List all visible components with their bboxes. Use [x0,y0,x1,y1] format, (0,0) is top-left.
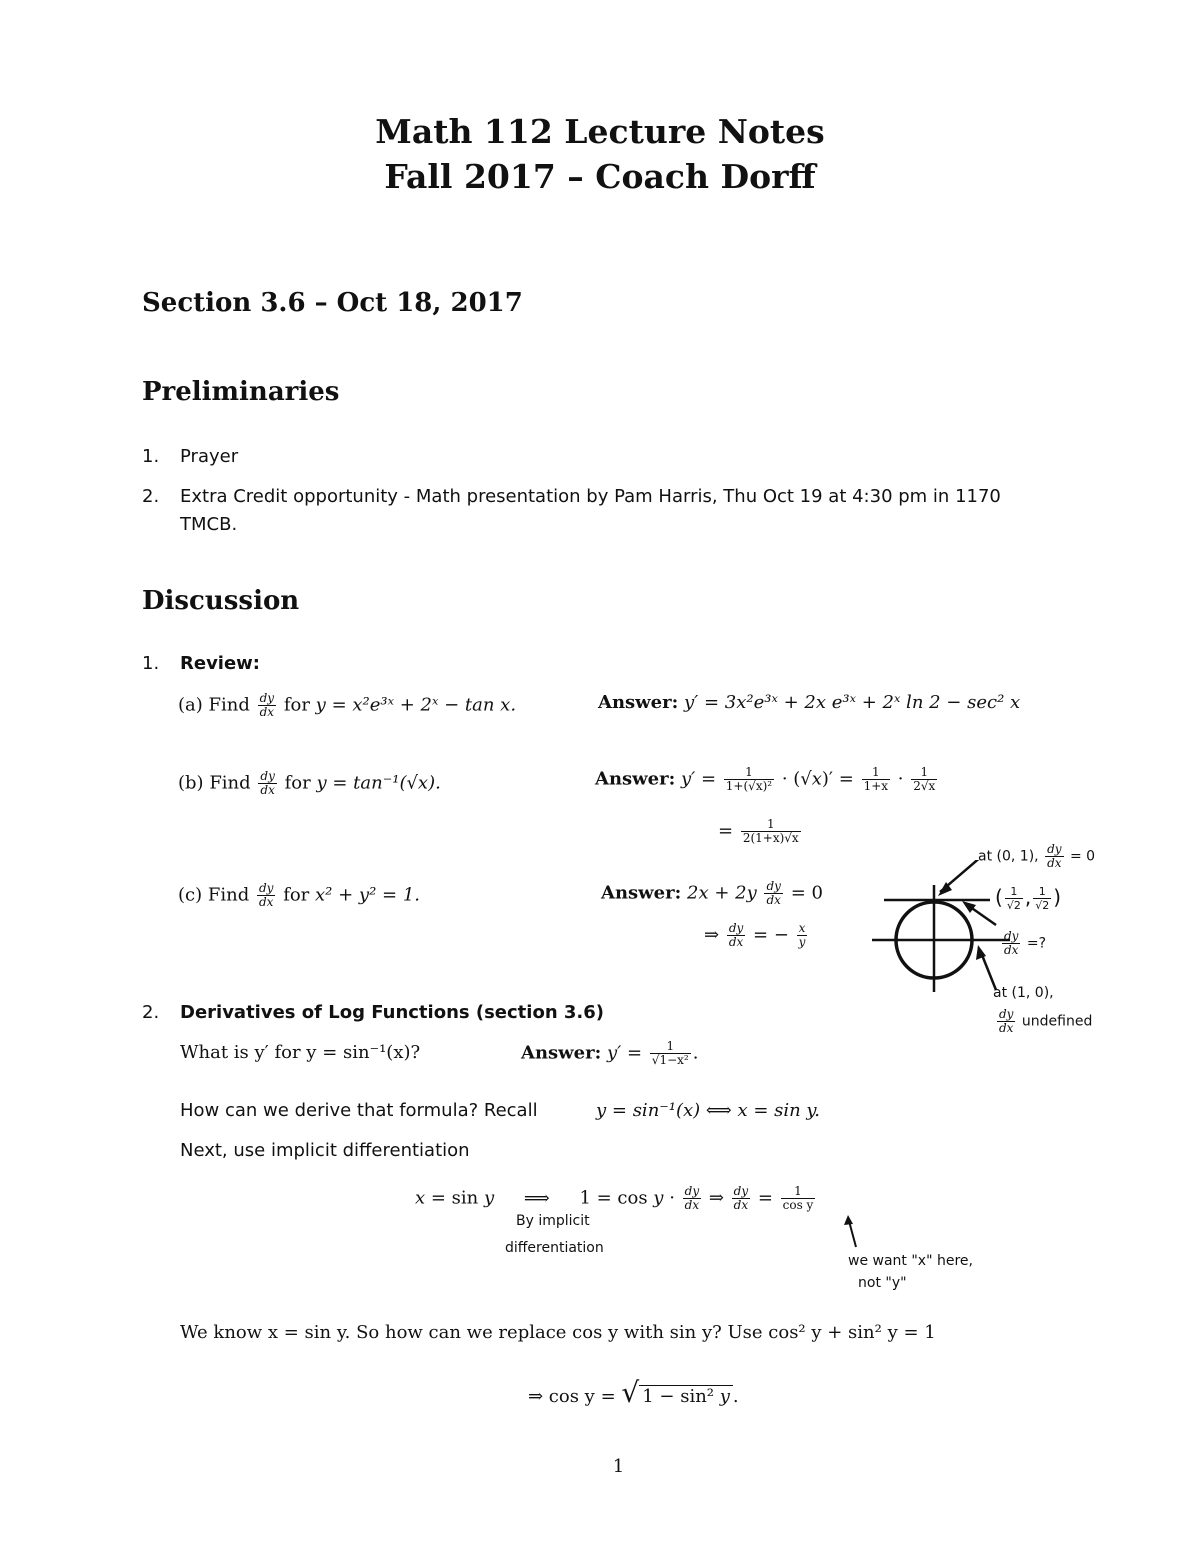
arrow-head [976,945,986,960]
preliminaries-heading: Preliminaries [142,377,340,407]
final-equation: ⇒ cos y = √ 1 − sin² y . [528,1376,739,1409]
problem-a: (a) Find $\frac{dy}{dx}$ for y = x²e³ˣ + 2ˣ − tan x. [178,691,517,719]
list-number: 1. [142,446,160,467]
derive-question: How can we derive that formula? Recall [180,1100,538,1121]
annotation-point: ( $\frac{1}{√2}$ , $\frac{1}{√2}$ ) [995,885,1062,912]
derivatives-log-label: Derivatives of Log Functions (section 3.6) [180,1002,605,1023]
list-number: 2. [142,1002,160,1023]
answer-arcsin: Answer: y′ = $\frac{1}{\text{√1−x²}}$ . [521,1039,699,1067]
title-line2: Fall 2017 – Coach Dorff [384,157,816,196]
arrow-line [849,1221,856,1247]
arrow-head [962,901,976,913]
section-heading: Section 3.6 – Oct 18, 2017 [142,288,523,318]
annotation-undefined: $\frac{dy}{dx}$ undefined [999,1007,1093,1035]
prelim-item-extra-credit: Extra Credit opportunity - Math presentation by Pam Harris, Thu Oct 19 at 4:30 pm in 1170 [180,486,1001,507]
page-number: 1 [612,1456,625,1477]
prelim-item-prayer: Prayer [180,446,239,467]
review-label: Review: [180,653,261,674]
answer-b-line2: = $\frac{1}{2(1+x)√x}$ [718,817,799,845]
next-step-text: Next, use implicit differentiation [180,1140,470,1161]
arrow-head [844,1215,853,1225]
question-arcsin: What is y′ for y = sin⁻¹(x)? [180,1042,421,1063]
annotation-at-1-0: at (1, 0), [993,985,1054,1001]
answer-c: Answer: 2x + 2y $\frac{dy}{dx}$ = 0 [601,879,823,907]
annotation-want-2: not "y" [858,1275,907,1291]
arrow-sketch [840,1215,870,1251]
implicit-diff-equation: x = sin y ⟹ 1 = cos y · $\frac{dy}{dx}$ ⇒ $\frac{dy}{dx}$ = $\frac{1}{\text{cos y}}$ [415,1184,814,1212]
annotation-slope-question: $\frac{dy}{dx}$ =? [1004,929,1047,957]
answer-a: Answer: y′ = 3x²e³ˣ + 2x e³ˣ + 2ˣ ln 2 − sec² x [598,692,1021,713]
we-know-text: We know x = sin y. So how can we replace cos y with sin y? Use cos² y + sin² y = 1 [180,1322,936,1343]
annotation-implicit-2: differentiation [505,1240,604,1256]
answer-c-line2: ⇒ $\frac{dy}{dx}$ = − $\frac{x}{y}$ [704,921,806,949]
problem-b: (b) Find $\frac{dy}{dx}$ for y = tan⁻¹(√x). [178,769,441,797]
annotation-at-0-1: at (0, 1), $\frac{dy}{dx}$ = 0 [978,842,1096,870]
answer-b: Answer: y′ = $\frac{1}{\text{1+(√x)²}}$ · (√x)′ = $\frac{1}{1+x}$ · $\frac{1}{2√x}$ [595,765,936,793]
prelim-item-extra-credit-cont: TMCB. [180,514,238,535]
list-number: 1. [142,653,160,674]
problem-c: (c) Find $\frac{dy}{dx}$ for x² + y² = 1. [178,881,421,909]
list-number: 2. [142,486,160,507]
annotation-implicit-1: By implicit [516,1213,590,1229]
annotation-want-1: we want "x" here, [848,1253,973,1269]
recall-equivalence: y = sin⁻¹(x) ⟺ x = sin y. [596,1100,820,1121]
discussion-heading: Discussion [142,586,300,616]
title-line1: Math 112 Lecture Notes [375,112,825,151]
